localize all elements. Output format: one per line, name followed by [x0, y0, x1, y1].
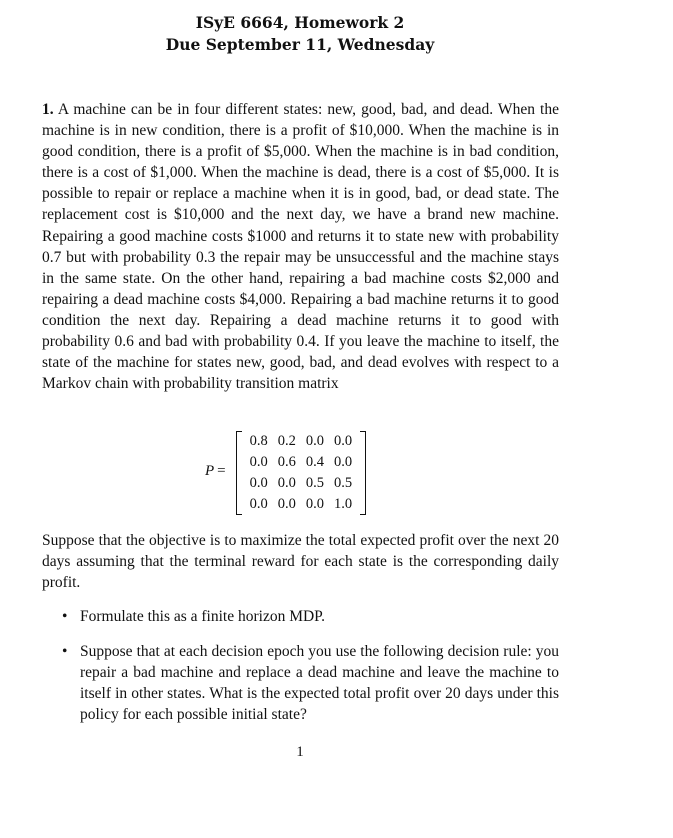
bullet-icon: •	[62, 608, 68, 625]
matrix-brackets	[236, 431, 367, 515]
matrix-cell: 0.0	[249, 454, 268, 470]
transition-matrix	[205, 431, 366, 515]
objective-paragraph: Suppose that the objective is to maximize the total expected profit over the next 20 days assuming that the terminal reward for each state is the corresponding daily profit.	[42, 532, 559, 592]
bullet-icon: •	[62, 643, 68, 661]
problem-text: A machine can be in four different states: new, good, bad, and dead. When the machine is in new condition, there is a profit of $10,000. When the machine is in good condition, there is a profit of $5,000. When the machine is in bad condition, there is a cost of $1,000. When the machine is dead, there is a cost of $5,000. It is possible to repair or replace a machine when it is in good, bad, or dead state. The replacement cost is $10,000 and the next day, we have a brand new machine. Repairing a good machine costs $1000 and returns it to state new with probability 0.7 but with probability 0.3 the repair may be unsuccessful and the machine stays in the same state. On the other hand, repairing a bad machine costs $2,000 and repairing a dead machine costs $4,000. Repairing a bad machine returns it to good condition the next day. Repairing a dead machine returns it to good with probability 0.6 and bad with probability 0.4. If you leave the machine to itself, the state of the machine for states new, good, bad, and dead evolves with respect to a Markov chain with probability transition matrix	[42, 101, 559, 393]
task-item	[62, 641, 559, 725]
matrix-cell: 0.0	[305, 496, 325, 512]
problem-number: 1.	[42, 101, 54, 118]
matrix-equals: =	[217, 462, 226, 479]
matrix-cell: 0.4	[305, 454, 325, 470]
matrix-cell: 0.0	[249, 475, 268, 491]
problem-1	[42, 99, 559, 394]
matrix-symbol: P	[205, 462, 215, 479]
matrix-row	[245, 494, 358, 515]
matrix-cell: 0.0	[334, 433, 353, 449]
task-list	[62, 606, 559, 725]
task-item	[62, 606, 559, 627]
matrix-table	[245, 431, 358, 515]
task-text: Suppose that at each decision epoch you use the following decision rule: you repair a bad machine and replace a dead machine and leave the machine to itself in other states. What is the expected total profit over 20 days under this policy for each possible initial state?	[80, 643, 559, 724]
document-header	[0, 12, 600, 56]
matrix-cell: 1.0	[334, 496, 353, 512]
matrix-cell: 0.2	[277, 433, 296, 449]
matrix-cell: 0.8	[249, 433, 268, 449]
matrix-cell: 0.0	[305, 433, 325, 449]
matrix-row	[245, 452, 358, 473]
matrix-row	[245, 431, 358, 452]
matrix-label	[205, 463, 226, 480]
matrix-cell: 0.5	[334, 475, 353, 491]
due-date: Due September 11, Wednesday	[165, 35, 435, 54]
matrix-row	[245, 473, 358, 494]
homework-title: ISyE 6664, Homework 2	[195, 13, 405, 32]
task-text: Formulate this as a finite horizon MDP.	[80, 608, 325, 625]
matrix-cell: 0.0	[249, 496, 268, 512]
matrix-cell: 0.0	[334, 454, 353, 470]
page-number: 1	[296, 744, 304, 760]
matrix-cell: 0.6	[277, 454, 296, 470]
matrix-cell: 0.5	[305, 475, 325, 491]
matrix-cell: 0.0	[277, 475, 296, 491]
matrix-cell: 0.0	[277, 496, 296, 512]
